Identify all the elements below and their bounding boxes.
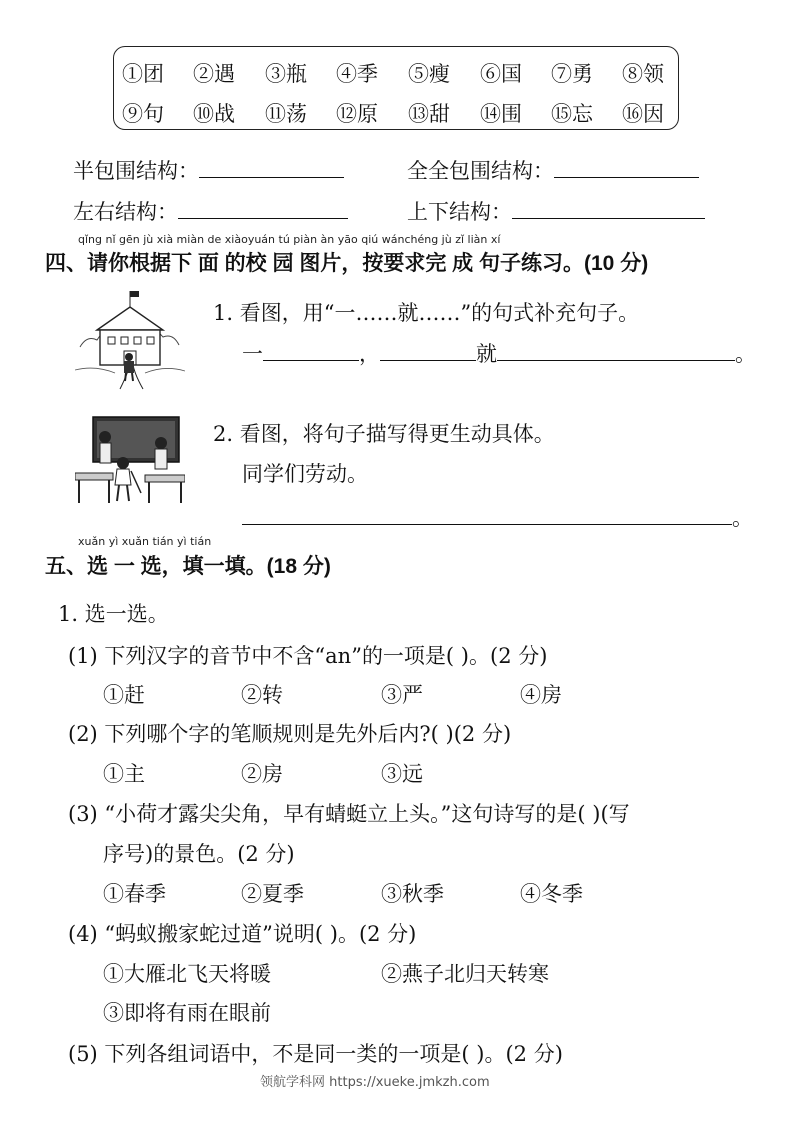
char-item: ⑩战: [193, 102, 235, 126]
q1-yi-text: 一: [242, 342, 263, 366]
section4-q2-answer-line: [242, 502, 753, 532]
half-enclosed-label: 半包围结构：: [73, 159, 199, 183]
q2-end-text: 。: [732, 506, 753, 530]
option: ③严: [381, 683, 423, 707]
char-item: ④季: [336, 62, 378, 86]
option: ③即将有雨在眼前: [103, 1001, 271, 1025]
question-5: (5) 下列各组词语中，不是同一类的一项是( )。(2 分): [68, 1042, 563, 1066]
option: ①赶: [103, 683, 145, 707]
left-right-label: 左右结构：: [73, 200, 178, 224]
section4-q1-prompt: 1. 看图，用“一……就……”的句式补充句子。: [213, 301, 640, 325]
q1-end-text: 。: [735, 342, 756, 366]
section4-title: 四、请你根据下 面 的校 园 图片，按要求完 成 句子练习。(10 分): [45, 252, 649, 275]
section5-sub1: 1. 选一选。: [58, 602, 169, 626]
option: ②夏季: [241, 882, 304, 906]
char-item: ⑤瘦: [408, 62, 450, 86]
q1-jiu-text: 就: [476, 342, 497, 366]
char-item: ⑬甜: [408, 102, 450, 126]
question-3-line1: (3) “小荷才露尖尖角，早有蜻蜓立上头。”这句诗写的是( )(写: [68, 802, 630, 826]
q1-blank-2[interactable]: [380, 338, 476, 361]
half-enclosed-row: [73, 155, 344, 185]
question-3-line2: 序号)的景色。(2 分): [103, 842, 295, 866]
option: ③远: [381, 762, 423, 786]
char-item: ②遇: [193, 62, 235, 86]
full-enclosed-blank[interactable]: [554, 155, 699, 178]
q1-comma-text: ，: [359, 342, 380, 366]
q2-answer-blank[interactable]: [242, 502, 732, 525]
option: ②燕子北归天转寒: [381, 962, 549, 986]
char-item: ⑪荡: [265, 102, 307, 126]
school-building-picture: [75, 285, 185, 390]
classroom-cleaning-picture: [75, 413, 185, 505]
section4-q1-answer-line: [242, 338, 756, 368]
q1-blank-3[interactable]: [497, 338, 735, 361]
question-4: (4) “蚂蚁搬家蛇过道”说明( )。(2 分): [68, 922, 417, 946]
top-bottom-row: [407, 196, 705, 226]
char-item: ⑦勇: [551, 62, 593, 86]
top-bottom-blank[interactable]: [512, 196, 705, 219]
char-item: ⑭围: [480, 102, 522, 126]
left-right-blank[interactable]: [178, 196, 348, 219]
full-enclosed-label: 全全包围结构：: [407, 159, 554, 183]
option: ④房: [520, 683, 562, 707]
left-right-row: [73, 196, 348, 226]
char-item: ⑨句: [122, 102, 164, 126]
half-enclosed-blank[interactable]: [199, 155, 344, 178]
section5-title: 五、选 一 选，填一填。(18 分): [45, 555, 331, 578]
top-bottom-label: 上下结构：: [407, 200, 512, 224]
section5-pinyin: xuǎn yì xuǎn tián yì tián: [78, 535, 212, 548]
question-2: (2) 下列哪个字的笔顺规则是先外后内?( )(2 分): [68, 722, 512, 746]
option: ①春季: [103, 882, 166, 906]
question-1: (1) 下列汉字的音节中不含“an”的一项是( )。(2 分): [68, 644, 548, 668]
char-item: ①团: [122, 62, 164, 86]
full-enclosed-row: [407, 155, 699, 185]
section4-pinyin: qǐng nǐ gēn jù xià miàn de xiàoyuán tú piàn àn yāo qiú wánchéng jù zǐ liàn xí: [78, 233, 501, 246]
option: ①主: [103, 762, 145, 786]
section4-q2-prompt: 2. 看图，将句子描写得更生动具体。: [213, 422, 555, 446]
char-item: ⑧领: [622, 62, 664, 86]
option: ①大雁北飞天将暖: [103, 962, 271, 986]
option: ④冬季: [520, 882, 583, 906]
section4-q2-sentence: 同学们劳动。: [242, 462, 368, 486]
q1-blank-1[interactable]: [263, 338, 359, 361]
char-item: ③瓶: [265, 62, 307, 86]
char-item: ⑮忘: [551, 102, 593, 126]
option: ②转: [241, 683, 283, 707]
option: ②房: [241, 762, 283, 786]
char-item: ⑥国: [480, 62, 522, 86]
char-item: ⑫原: [336, 102, 378, 126]
footer-watermark: 领航学科网 https://xueke.jmkzh.com: [260, 1075, 490, 1090]
char-item: ⑯因: [622, 102, 664, 126]
option: ③秋季: [381, 882, 444, 906]
